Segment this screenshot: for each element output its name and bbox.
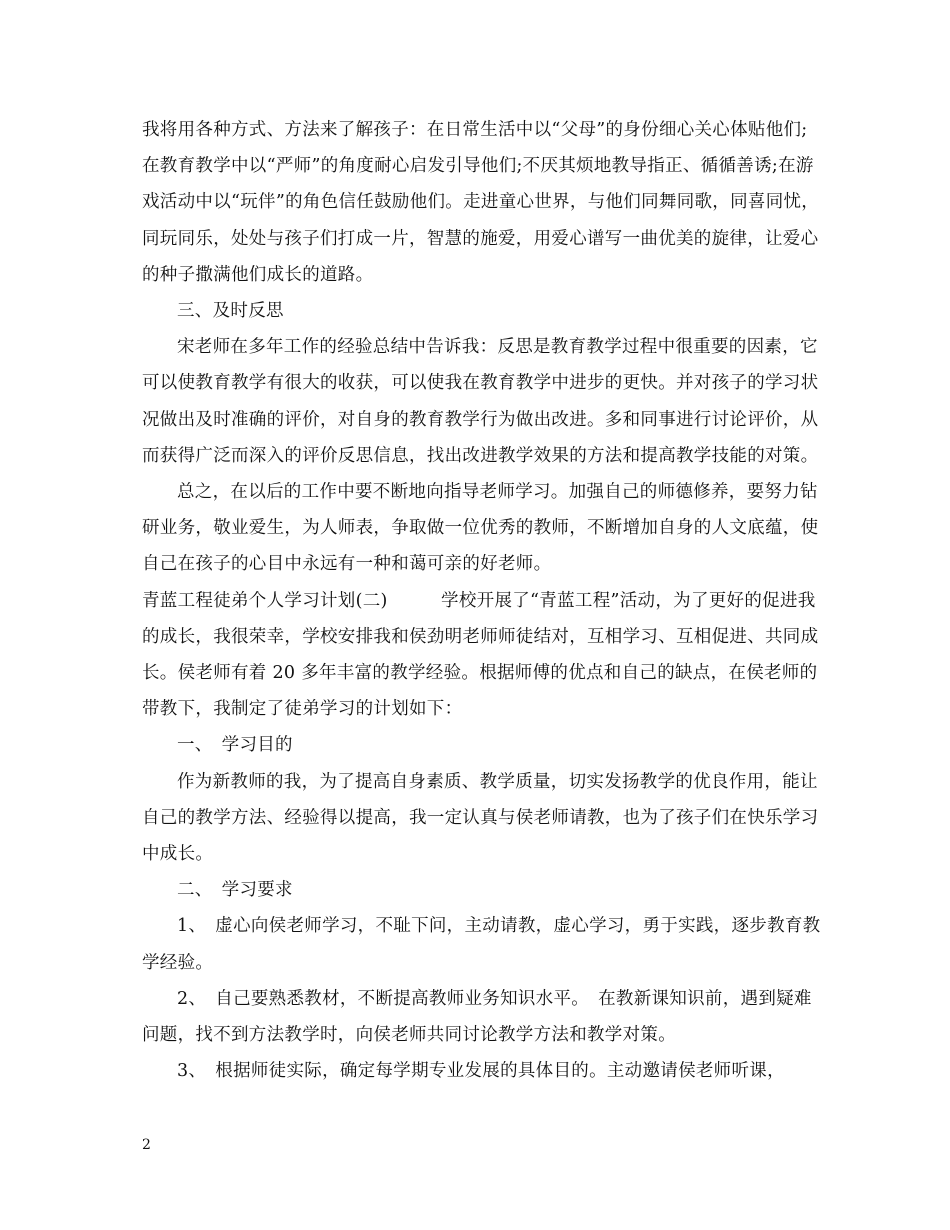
paragraph-child-care: 我将用各种方式、方法来了解孩子：在日常生活中以“父母”的身份细心关心体贴他们;在教育教学中以“严师”的角度耐心启发引导他们;不厌其烦地教导指正、循循善诱;在游戏活动中以“玩伴”的角色信任鼓励他们。走进童心世界，与他们同舞同歌，同喜同忧，同玩同乐，处处与孩子们打成一片，智慧的施爱，用爱心谱写一曲优美的旋律，让爱心的种子撒满他们成长的道路。 xyxy=(142,120,820,285)
paragraph-reflection: 宋老师在多年工作的经验总结中告诉我：反思是教育教学过程中很重要的因素，它可以使教育教学有很大的收获，可以使我在教育教学中进步的更快。并对孩子的学习状况做出及时准确的评价，对自身的教育教学行为做出改进。多和同事进行讨论评价，从而获得广泛而深入的评价反思信息，找出改进教学效果的方法和提高教学技能的对策。 xyxy=(142,337,819,466)
heading-learning-requirements: 二、 学习要求 xyxy=(177,880,293,901)
list-item-requirement-1: 1、 虚心向侯老师学习，不耻下问，主动请教，虚心学习，勇于实践，逐步教育教学经验。 xyxy=(142,916,821,973)
heading-reflection: 三、及时反思 xyxy=(177,301,284,322)
paragraph-plan-intro: 青蓝工程徒弟个人学习计划(二) 学校开展了“青蓝工程”活动，为了更好的促进我的成长，我很荣幸，学校安排我和侯劲明老师师徒结对，互相学习、互相促进、共同成长。侯老师有着 20 多年丰富的教学经验。根据师傅的优点和自己的缺点，在侯老师的带教下，我制定了徒弟学习的计划如下： xyxy=(142,590,819,720)
page-number: 2 xyxy=(142,1137,151,1153)
heading-learning-goal: 一、 学习目的 xyxy=(177,735,293,756)
paragraph-summary: 总之，在以后的工作中要不断地向指导老师学习。加强自己的师德修养，要努力钻研业务，敬业爱生，为人师表，争取做一位优秀的教师，不断增加自身的人文底蕴，使自己在孩子的心目中永远有一种和蔼可亲的好老师。 xyxy=(142,482,819,575)
document-body xyxy=(142,112,822,1089)
list-item-requirement-3: 3、 根据师徒实际，确定每学期专业发展的具体目的。主动邀请侯老师听课， xyxy=(177,1061,785,1082)
list-item-requirement-2: 2、 自己要熟悉教材，不断提高教师业务知识水平。 在教新课知识前，遇到疑难问题，找不到方法教学时，向侯老师共同讨论教学方法和教学对策。 xyxy=(142,988,812,1046)
paragraph-learning-goal: 作为新教师的我，为了提高自身素质、教学质量，切实发扬教学的优良作用，能让自己的教学方法、经验得以提高，我一定认真与侯老师请教，也为了孩子们在快乐学习中成长。 xyxy=(142,771,819,865)
